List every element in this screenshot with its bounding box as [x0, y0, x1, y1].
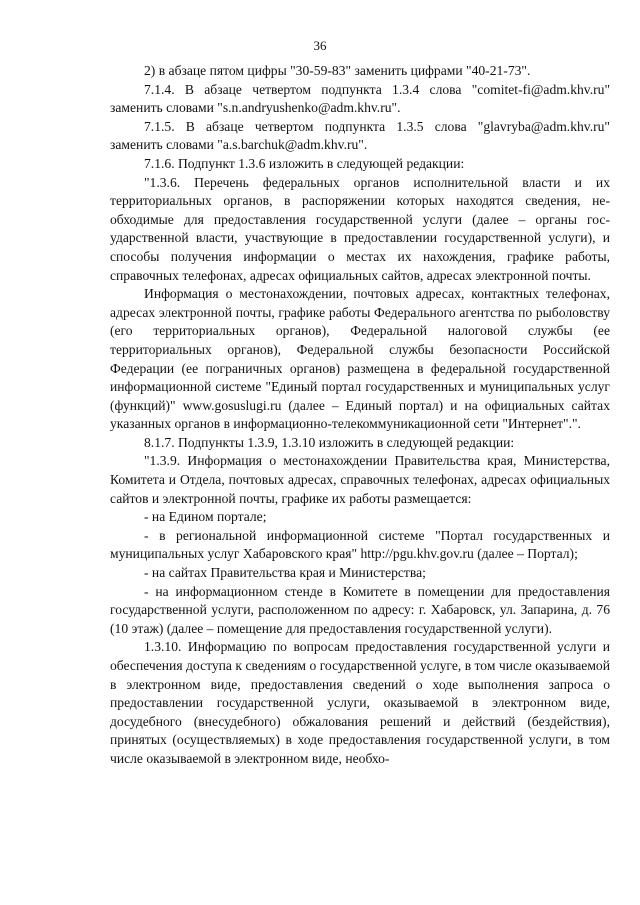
page-number: 36 — [313, 38, 327, 53]
paragraph-1: 2) в абзаце пятом цифры "30-59-83" заменить цифрами "40-21-73". — [144, 63, 531, 78]
paragraph-7: 8.1.7. Подпункты 1.3.9, 1.3.10 изложить в следующей редакции: — [144, 434, 515, 450]
list-item-3: - на сайтах Правительства края и Министерства; — [144, 565, 426, 581]
paragraph-4: 7.1.6. Подпункт 1.3.6 изложить в следующей редакции: — [144, 155, 465, 171]
paragraph-3: 7.1.5. В абзаце четвертом подпункта 1.3.5 слова "glavryba@adm.khv.ru" заменить словами "a.s.barchuk@adm.khv.ru". — [110, 118, 610, 153]
paragraph-2: 7.1.4. В абзаце четвертом подпункта 1.3.4 слова "comitet-fi@adm.khv.ru" заменить словами "s.n.andryushenko@adm.khv.ru". — [110, 81, 610, 116]
paragraph-6: Информация о местонахождении, почтовых адресах, контактных телефонах, адресах электронной почты, графике работы Федерального агентства по рыболовству (его территориальных органов), Федеральной налоговой службы (ее территориальных органов), Федеральной службы безопасности Российской Федерации (ее пограничных органов) размещена в федеральной государственной информационной системе "Единый портал государственных и муниципальных услуг (функций)" www.gosuslugi.ru (далее – Единый портал) и на официальных сайтах указанных органов в информационно-телекоммуникационной сети "Интернет".". — [110, 286, 610, 432]
list-item-4: - на информационном стенде в Комитете в помещении для предоставления государственной услуги, расположенном по адресу: г. Хабаровск, ул. Запарина, д. 76 (10 этаж) (далее – помещение для предоставления государственной услуги). — [110, 583, 610, 636]
document-body — [110, 62, 610, 769]
paragraph-5: "1.3.6. Перечень федеральных органов исполнительной власти и их территориальных органов, в распоряжении которых находятся сведения, необходимые для предоставления государственной услуги (далее – органы государственной власти, участвующие в предоставлении государственной услуги), и способы получения информации о местах их нахождения, графике работы, справочных телефонах, адресах официальных сайтов, адресах электронной почты. — [110, 174, 610, 283]
list-item-1: - на Едином портале; — [144, 509, 267, 525]
list-item-2: - в региональной информационной системе "Портал государственных и муниципальных услуг Хабаровского края" http://pgu.khv.gov.ru (далее – Портал); — [110, 527, 610, 562]
paragraph-9: 1.3.10. Информацию по вопросам предоставления государственной услуги и обеспечения доступа к сведениям о государственной услуге, в том числе оказываемой в электронном виде, предоставления сведений о ходе выполнения запроса о предоставлении государственной услуги, оказываемой в электронном виде, досудебного (внесудебного) обжалования решений и действий (бездействия), принятых (осуществляемых) в ходе предоставления государственной услуги, в том числе оказываемой в электронном виде, необхо- — [110, 639, 610, 766]
paragraph-8: "1.3.9. Информация о местонахождении Правительства края, Министерства, Комитета и Отдела, почтовых адресах, справочных телефонах, адресах официальных сайтов и электронной почты, графике их работы размещается: — [110, 453, 610, 506]
